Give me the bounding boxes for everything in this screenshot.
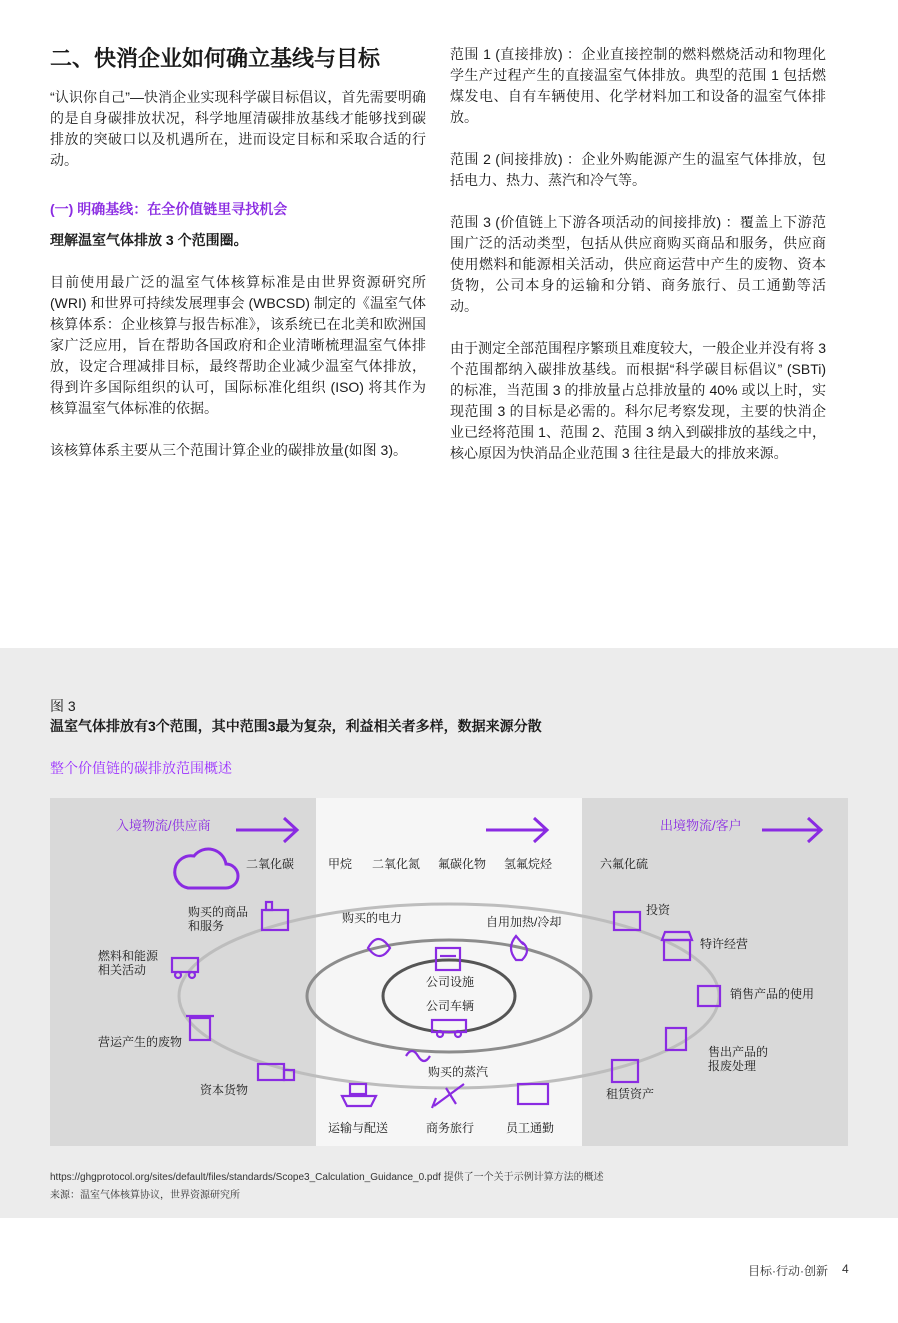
arrow-icon [762, 818, 821, 842]
label-purchased-electricity: 购买的电力 [342, 911, 403, 925]
label-commuting: 员工通勤 [506, 1121, 555, 1135]
scope1-paragraph: 范围 1 (直接排放) ：企业直接控制的燃料燃烧活动和物理化学生产过程产生的直接温室气体排放。典型的范围 1 包括燃煤发电、自有车辆使用、化学材料加工和设备的温室气体排放。 [450, 46, 826, 125]
footnote-url: https://ghgprotocol.org/sites/default/files/standards/Scope3_Calculation_Guidance_0.pdf 提供了一个关于示例计算方法的概述 [50, 1172, 604, 1183]
bold-lead: 理解温室气体排放 3 个范围圈。 [50, 232, 248, 248]
label-leased-assets: 租赁资产 [606, 1087, 655, 1101]
footnote-source: 来源：温室气体核算协议，世界资源研究所 [50, 1190, 240, 1201]
gas-sf6: 六氟化硫 [600, 857, 649, 871]
label-investments: 投资 [646, 903, 671, 917]
label-facilities: 公司设施 [426, 975, 475, 989]
label-purchased-goods: 购买的商品和服务 [188, 905, 249, 933]
upstream-label: 入境物流/供应商 [116, 818, 211, 833]
label-transport: 运输与配送 [328, 1121, 389, 1135]
scope2-paragraph: 范围 2 (间接排放) ：企业外购能源产生的温室气体排放，包括电力、热力、蒸汽和冷气等。 [450, 151, 826, 188]
page-number: 4 [842, 1262, 849, 1276]
cloud-icon [175, 849, 238, 888]
label-purchased-steam: 购买的蒸汽 [428, 1065, 489, 1079]
label-waste: 营运产生的废物 [98, 1035, 183, 1049]
section-heading: 二、快消企业如何确立基线与目标 [50, 46, 381, 71]
gas-pfc: 氟碳化物 [438, 857, 487, 871]
diagram-svg [50, 798, 848, 1146]
gas-methane: 甲烷 [328, 857, 353, 871]
footer-tagline: 目标·行动·创新 [748, 1264, 828, 1278]
label-vehicles: 公司车辆 [426, 999, 475, 1013]
label-business-travel: 商务旅行 [426, 1121, 475, 1135]
standard-paragraph: 目前使用最广泛的温室气体核算标准是由世界资源研究所 (WRI) 和世界可持续发展理事会 (WBCSD) 制定的《温室气体核算体系：企业核算与报告标准》，该系统已在北美和欧洲国家广泛应用，旨在帮助各国政府和企业清晰梳理温室气体排放，设定合理减排目标，最终帮助企业减少温室气体排放，得到许多国际组织的认可，国际标准化组织 (ISO) 将其作为核算温室气体标准的依据。 [50, 274, 426, 416]
label-capital-goods: 资本货物 [200, 1083, 249, 1097]
intro-paragraph: “认识你自己”—快消企业实现科学碳目标倡议，首先需要明确的是自身碳排放状况，科学地厘清碳排放基线才能够找到碳排放的突破口以及机遇所在，进而设定目标和采取合适的行动。 [50, 89, 426, 168]
right-column [450, 44, 826, 485]
figure-title: 温室气体排放有3个范围，其中范围3最为复杂，利益相关者多样，数据来源分散 [50, 718, 542, 734]
commute-icon [518, 1084, 548, 1104]
scope-intro-paragraph: 该核算体系主要从三个范围计算企业的碳排放量(如图 3)。 [50, 442, 407, 458]
car-icon [432, 1020, 466, 1037]
label-fuel-energy: 燃料和能源相关活动 [98, 949, 159, 977]
left-column [50, 44, 426, 482]
figure-subtitle: 整个价值链的碳排放范围概述 [50, 760, 232, 776]
ship-icon [342, 1084, 376, 1106]
gas-hfc: 氢氟烷烃 [504, 857, 553, 871]
gas-n2o: 二氧化氮 [372, 857, 421, 871]
arrow-icon [486, 818, 547, 842]
trash-icon [186, 1016, 214, 1040]
label-use-of-products: 销售产品的使用 [730, 987, 815, 1001]
label-franchises: 特许经营 [700, 937, 749, 951]
scope3-paragraph: 范围 3 (价值链上下游各项活动的间接排放) ：覆盖上下游范围广泛的活动类型，包括从供应商购买商品和服务，供应商使用燃料和能源相关活动，供应商运营中产生的废物、资本货物，公司本身的运输和分销、商务旅行、员工通勤等活动。 [450, 214, 826, 314]
label-end-of-life: 售出产品的报废处理 [708, 1045, 769, 1073]
figure-label: 图 3 [50, 698, 76, 714]
subsection-heading: (一) 明确基线：在全价值链里寻找机会 [50, 201, 288, 217]
downstream-label: 出境物流/客户 [660, 818, 742, 833]
label-own-heating: 自用加热/冷却 [486, 915, 562, 929]
baseline-paragraph: 由于测定全部范围程序繁琐且难度较大，一般企业并没有将 3 个范围都纳入碳排放基线。而根据“科学碳目标倡议” (SBTi) 的标准，当范围 3 的排放量占总排放量的 40% 或以上时，实现范围 3 的目标是必需的。科尔尼考察发现，主要的快消企业已经将范围 1、范围 2、范围 3 纳入到碳排放的基线之中，核心原因为快消品企业范围 3 往往是最大的排放来源。 [450, 340, 826, 461]
scope-diagram [50, 798, 848, 1146]
arrow-icon [236, 818, 297, 842]
gas-co2: 二氧化碳 [246, 857, 295, 871]
